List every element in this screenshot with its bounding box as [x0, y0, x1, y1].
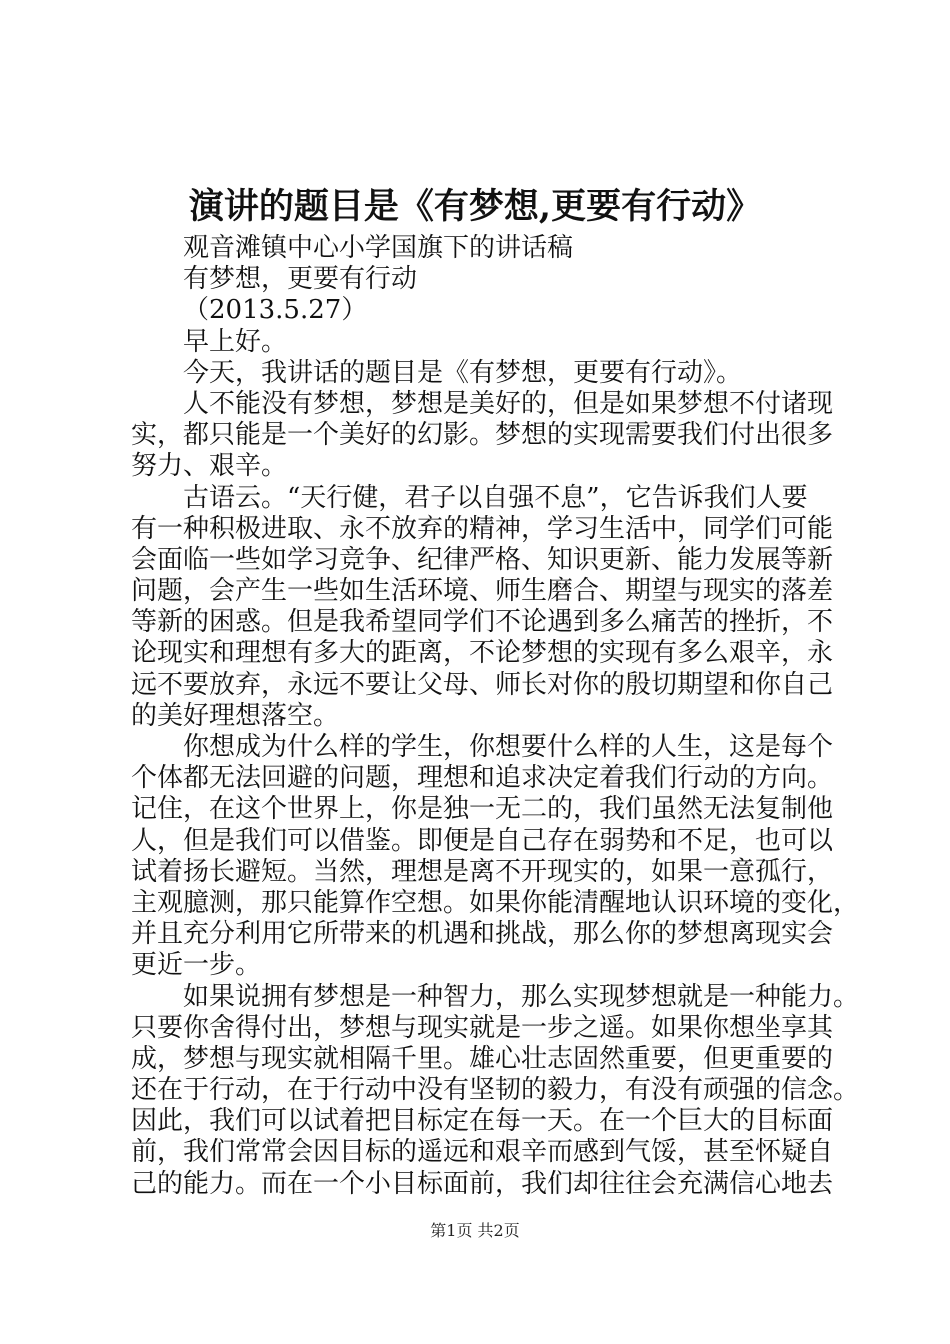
text-line: 等新的困惑。但是我希望同学们不论遇到多么痛苦的挫折，不	[131, 607, 834, 638]
text-line: 个体都无法回避的问题，理想和追求决定着我们行动的方向。	[131, 763, 834, 794]
text-line: 的美好理想落空。	[131, 700, 340, 731]
text-line: 如果说拥有梦想是一种智力，那么实现梦想就是一种能力。	[183, 981, 860, 1012]
text-line: 今天，我讲话的题目是《有梦想，更要有行动》。	[183, 357, 743, 388]
text-line: 问题，会产生一些如生活环境、师生磨合、期望与现实的落差	[131, 576, 834, 607]
text-line: 论现实和理想有多大的距离，不论梦想的实现有多么艰辛，永	[131, 638, 834, 669]
text-line: 有梦想，更要有行动	[183, 264, 418, 295]
text-line: 实，都只能是一个美好的幻影。梦想的实现需要我们付出很多	[131, 420, 834, 451]
text-line: 会面临一些如学习竞争、纪律严格、知识更新、能力发展等新	[131, 544, 834, 575]
text-line: 有一种积极进取、永不放弃的精神，学习生活中，同学们可能	[131, 513, 834, 544]
text-line: 人，但是我们可以借鉴。即便是自己存在弱势和不足，也可以	[131, 825, 834, 856]
text-line: 人不能没有梦想，梦想是美好的，但是如果梦想不付诸现	[183, 388, 834, 419]
text-line: 还在于行动，在于行动中没有坚韧的毅力，有没有顽强的信念。	[131, 1075, 860, 1106]
text-line: 记住，在这个世界上，你是独一无二的，我们虽然无法复制他	[131, 794, 834, 825]
text-line: 努力、艰辛。	[131, 451, 288, 482]
document-body	[131, 233, 860, 1200]
text-line: 己的能力。而在一个小目标面前，我们却往往会充满信心地去	[131, 1168, 834, 1199]
text-line: 并且充分利用它所带来的机遇和挑战，那么你的梦想离现实会	[131, 919, 834, 950]
text-line: 成，梦想与现实就相隔千里。雄心壮志固然重要，但更重要的	[131, 1043, 834, 1074]
text-line: 前，我们常常会因目标的遥远和艰辛而感到气馁，甚至怀疑自	[131, 1137, 834, 1168]
page-footer: 第1页 共2页	[430, 1221, 520, 1240]
document-title: 演讲的题目是《有梦想,更要有行动》	[188, 186, 762, 227]
text-line: 因此，我们可以试着把目标定在每一天。在一个巨大的目标面	[131, 1106, 834, 1137]
text-line: 你想成为什么样的学生，你想要什么样的人生，这是每个	[183, 732, 834, 762]
text-line: 观音滩镇中心小学国旗下的讲话稿	[183, 233, 574, 263]
text-line: 远不要放弃，永远不要让父母、师长对你的殷切期望和你自己	[131, 669, 834, 700]
text-line: 只要你舍得付出，梦想与现实就是一步之遥。如果你想坐享其	[131, 1012, 834, 1043]
text-line: 试着扬长避短。当然，理想是离不开现实的，如果一意孤行，	[131, 856, 834, 887]
text-line: 古语云。“天行健，君子以自强不息”，它告诉我们人要	[183, 482, 808, 513]
text-line: 主观臆测，那只能算作空想。如果你能清醒地认识环境的变化，	[131, 887, 860, 918]
text-line: 早上好。	[183, 326, 288, 357]
text-line: 更近一步。	[131, 950, 262, 981]
text-line: （2013.5.27）	[183, 295, 368, 326]
